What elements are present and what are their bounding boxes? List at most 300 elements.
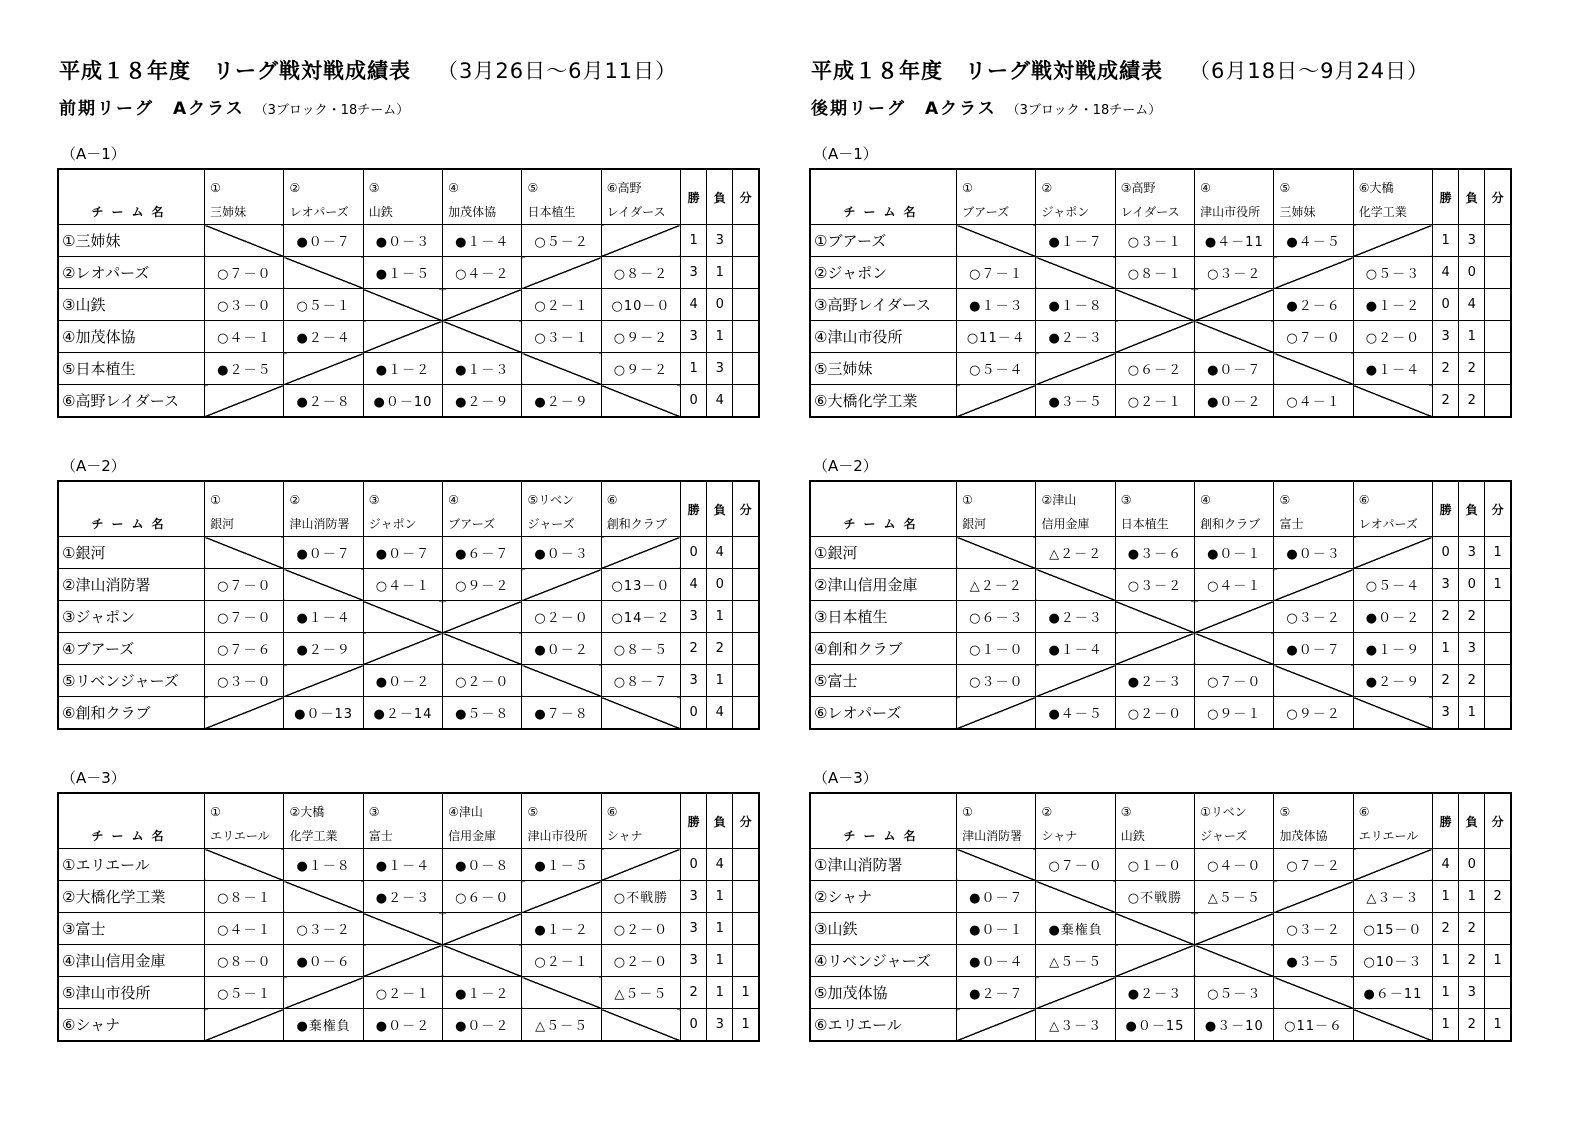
- opponent-header: [363, 169, 442, 225]
- match-result: ●２－３: [1036, 321, 1115, 353]
- date-range: （6月18日〜9月24日）: [1189, 59, 1430, 83]
- self-match-cell: [601, 697, 680, 730]
- league-subtitle: [59, 94, 409, 119]
- opponent-number: ⑤: [1279, 805, 1291, 819]
- match-result: ●０－７: [363, 537, 442, 569]
- match-result: ●２－３: [1115, 977, 1194, 1009]
- opponent-name: 津山市役所: [527, 829, 588, 843]
- wins-count: 0: [681, 697, 707, 730]
- opponent-number: ②: [1041, 805, 1053, 819]
- wins-count: 3: [681, 881, 707, 913]
- match-result: ●０－２: [1195, 385, 1274, 418]
- match-result: ●０－２: [363, 665, 442, 697]
- self-match-cell: [205, 537, 284, 569]
- wins-count: 0: [1433, 537, 1459, 569]
- team-name-header: チーム名: [58, 169, 205, 225]
- wins-count: 2: [1433, 665, 1459, 697]
- draws-count: [1485, 353, 1511, 385]
- team-name: ⑥レオパーズ: [810, 697, 957, 730]
- match-result: ○10－０: [601, 289, 680, 321]
- team-name: ⑥高野レイダース: [58, 385, 205, 418]
- opponent-header: [363, 481, 442, 537]
- match-result: ●１－２: [443, 977, 522, 1009]
- match-result: ○２－１: [522, 289, 601, 321]
- empty-cell: [443, 289, 522, 321]
- opponent-number: ⑥高野: [606, 181, 642, 195]
- opponent-name: 銀河: [962, 517, 987, 531]
- opponent-number: ③: [1120, 805, 1132, 819]
- losses-count: 0: [1459, 569, 1485, 601]
- wins-count: 2: [681, 633, 707, 665]
- match-result: ●４－５: [1274, 225, 1353, 257]
- opponent-header: [522, 481, 601, 537]
- header-row: [58, 481, 759, 537]
- match-result: ○３－１: [522, 321, 601, 353]
- team-name: ①津山消防署: [810, 849, 957, 881]
- block-label: （A－3）: [61, 769, 126, 787]
- wins-count: 1: [681, 225, 707, 257]
- wins-count: 3: [1433, 569, 1459, 601]
- empty-cell: [205, 385, 284, 418]
- team-name: ②ジャポン: [810, 257, 957, 289]
- match-result: ○２－０: [1115, 697, 1194, 730]
- match-result: ○３－２: [1115, 569, 1194, 601]
- match-result: ●１－２: [363, 353, 442, 385]
- match-result: ○５－１: [284, 289, 363, 321]
- empty-cell: [1353, 225, 1432, 257]
- draws-count: [1485, 289, 1511, 321]
- draws-count: [1485, 321, 1511, 353]
- losses-count: 1: [707, 977, 733, 1009]
- empty-cell: [957, 1009, 1036, 1042]
- wins-count: 4: [681, 289, 707, 321]
- match-result: ●１－８: [284, 849, 363, 881]
- draws-count: [733, 913, 759, 945]
- match-result: ○３－０: [205, 289, 284, 321]
- wins-count: 0: [681, 385, 707, 418]
- table-row: [810, 601, 1511, 633]
- table-row: [810, 881, 1511, 913]
- match-result: △５－５: [1036, 945, 1115, 977]
- blocks-note: （3ブロック・18チーム）: [254, 103, 410, 118]
- match-result: ○７－０: [1274, 321, 1353, 353]
- team-name: ④津山市役所: [810, 321, 957, 353]
- draws-count: [733, 945, 759, 977]
- empty-cell: [284, 353, 363, 385]
- match-result: ○13－０: [601, 569, 680, 601]
- opponent-header: [601, 481, 680, 537]
- table-row: [58, 881, 759, 913]
- table-row: [810, 257, 1511, 289]
- opponent-header: [957, 793, 1036, 849]
- block-label: （A－2）: [813, 457, 878, 475]
- header-row: [58, 793, 759, 849]
- wins-count: 1: [681, 353, 707, 385]
- table-row: [58, 913, 759, 945]
- match-result: ●２－３: [1036, 601, 1115, 633]
- match-result: ○５－２: [522, 225, 601, 257]
- team-name: ③山鉄: [58, 289, 205, 321]
- match-result: ●５－８: [443, 697, 522, 730]
- draws-count: 1: [1485, 945, 1511, 977]
- match-result: ○11－４: [957, 321, 1036, 353]
- opponent-header: [522, 793, 601, 849]
- match-result: ●２－９: [443, 385, 522, 418]
- table-row: [58, 569, 759, 601]
- empty-cell: [1274, 569, 1353, 601]
- losses-header: 負: [1459, 169, 1485, 225]
- self-match-cell: [522, 977, 601, 1009]
- opponent-number: ①: [210, 493, 221, 507]
- match-result: ○２－０: [601, 913, 680, 945]
- opponent-name: ジャーズ: [1200, 829, 1248, 843]
- opponent-number: ③: [368, 181, 380, 195]
- self-match-cell: [601, 385, 680, 418]
- block-label: （A－3）: [813, 769, 878, 787]
- losses-count: 1: [707, 881, 733, 913]
- draws-count: [1485, 665, 1511, 697]
- match-result: ○４－１: [1195, 569, 1274, 601]
- match-result: ○３－２: [1274, 913, 1353, 945]
- match-result: ○３－１: [1115, 225, 1194, 257]
- match-result: ●０－４: [957, 945, 1036, 977]
- match-result: ●０－２: [1353, 601, 1432, 633]
- opponent-name: 富士: [368, 829, 393, 843]
- self-match-cell: [601, 1009, 680, 1042]
- opponent-number: ⑥: [1358, 805, 1370, 819]
- self-match-cell: [1195, 633, 1274, 665]
- match-result: ○４－１: [205, 321, 284, 353]
- match-result: ●７－８: [522, 697, 601, 730]
- team-name: ①エリエール: [58, 849, 205, 881]
- match-result: ●棄権負: [284, 1009, 363, 1042]
- standings-table: [57, 792, 760, 1042]
- wins-count: 2: [1433, 601, 1459, 633]
- team-name: ⑥シャナ: [58, 1009, 205, 1042]
- self-match-cell: [205, 849, 284, 881]
- opponent-header: [1274, 793, 1353, 849]
- draws-count: [1485, 849, 1511, 881]
- table-row: [58, 353, 759, 385]
- team-name: ⑤津山市役所: [58, 977, 205, 1009]
- match-result: ●３－５: [1274, 945, 1353, 977]
- empty-cell: [284, 665, 363, 697]
- opponent-number: ①: [962, 493, 973, 507]
- opponent-header: [1036, 793, 1115, 849]
- match-result: ●０－７: [284, 225, 363, 257]
- opponent-number: ⑤: [527, 805, 539, 819]
- draws-count: 2: [1485, 881, 1511, 913]
- team-name: ①三姉妹: [58, 225, 205, 257]
- empty-cell: [1036, 353, 1115, 385]
- match-result: ○７－０: [205, 569, 284, 601]
- losses-count: 2: [1459, 913, 1485, 945]
- losses-count: 1: [707, 945, 733, 977]
- table-row: [810, 633, 1511, 665]
- opponent-header: [1353, 169, 1432, 225]
- opponent-name: レイダース: [1120, 205, 1180, 219]
- draws-count: [733, 321, 759, 353]
- opponent-number: ④: [448, 181, 459, 195]
- wins-count: 3: [681, 665, 707, 697]
- match-result: ○５－３: [1195, 977, 1274, 1009]
- match-result: ●０－15: [1115, 1009, 1194, 1042]
- empty-cell: [1115, 945, 1194, 977]
- match-result: ●６－11: [1353, 977, 1432, 1009]
- match-result: ●０－６: [284, 945, 363, 977]
- self-match-cell: [443, 633, 522, 665]
- draws-header: 分: [1485, 793, 1511, 849]
- team-name: ①銀河: [810, 537, 957, 569]
- table-row: [58, 1009, 759, 1042]
- table-row: [810, 321, 1511, 353]
- opponent-name: 加茂体協: [1279, 829, 1328, 843]
- team-name: ④創和クラブ: [810, 633, 957, 665]
- match-result: ●１－４: [1353, 353, 1432, 385]
- match-result: ○７－０: [205, 601, 284, 633]
- match-result: ●１－４: [363, 849, 442, 881]
- opponent-name: 日本植生: [1120, 517, 1169, 531]
- opponent-number: ④: [1200, 493, 1211, 507]
- losses-count: 2: [1459, 385, 1485, 418]
- match-result: ●２－14: [363, 697, 442, 730]
- match-result: ○７－６: [205, 633, 284, 665]
- opponent-header: [1195, 169, 1274, 225]
- opponent-header: [957, 169, 1036, 225]
- opponent-header: [443, 481, 522, 537]
- draws-count: 1: [733, 977, 759, 1009]
- opponent-number: ⑤: [527, 181, 539, 195]
- match-result: ●２－７: [957, 977, 1036, 1009]
- draws-header: 分: [733, 481, 759, 537]
- match-result: ○２－１: [1115, 385, 1194, 418]
- opponent-header: [205, 481, 284, 537]
- self-match-cell: [363, 913, 442, 945]
- match-result: ●１－３: [443, 353, 522, 385]
- match-result: ●２－６: [1274, 289, 1353, 321]
- table-row: [58, 385, 759, 418]
- opponent-header: [1353, 481, 1432, 537]
- match-result: ●棄権負: [1036, 913, 1115, 945]
- opponent-name: 創和クラブ: [1200, 517, 1261, 531]
- match-result: ○３－０: [205, 665, 284, 697]
- table-row: [58, 225, 759, 257]
- opponent-number: ⑥: [1358, 493, 1370, 507]
- opponent-number: ④: [1200, 181, 1211, 195]
- draws-count: [733, 881, 759, 913]
- match-result: ○５－１: [205, 977, 284, 1009]
- match-result: ○５－４: [1353, 569, 1432, 601]
- team-name: ③山鉄: [810, 913, 957, 945]
- header-row: [810, 793, 1511, 849]
- match-result: ●２－９: [522, 385, 601, 418]
- opponent-header: [1115, 793, 1194, 849]
- draws-count: [733, 665, 759, 697]
- draws-count: 1: [1485, 569, 1511, 601]
- match-result: ○７－０: [1036, 849, 1115, 881]
- team-name: ⑥大橋化学工業: [810, 385, 957, 418]
- empty-cell: [443, 913, 522, 945]
- match-result: ●１－２: [1353, 289, 1432, 321]
- wins-count: 0: [681, 849, 707, 881]
- losses-count: 0: [1459, 257, 1485, 289]
- opponent-header: [205, 793, 284, 849]
- match-result: ○不戦勝: [1115, 881, 1194, 913]
- team-name: ①銀河: [58, 537, 205, 569]
- team-name: ①ブアーズ: [810, 225, 957, 257]
- opponent-name: シャナ: [1041, 829, 1078, 843]
- draws-count: [733, 537, 759, 569]
- opponent-number: ⑥: [606, 805, 618, 819]
- losses-count: 3: [707, 225, 733, 257]
- opponent-number: ③高野: [1120, 181, 1156, 195]
- opponent-number: ①: [962, 805, 973, 819]
- team-name: ②レオパーズ: [58, 257, 205, 289]
- self-match-cell: [957, 225, 1036, 257]
- match-result: ○７－１: [957, 257, 1036, 289]
- team-name: ⑥エリエール: [810, 1009, 957, 1042]
- opponent-number: ②津山: [1041, 493, 1077, 507]
- opponent-name: ジャポン: [368, 517, 417, 531]
- opponent-name: 山鉄: [368, 205, 393, 219]
- page-title: [59, 55, 677, 85]
- match-result: ●１－５: [522, 849, 601, 881]
- self-match-cell: [1195, 321, 1274, 353]
- opponent-name: 三姉妹: [210, 205, 247, 219]
- opponent-name: 加茂体協: [448, 205, 497, 219]
- empty-cell: [1036, 977, 1115, 1009]
- match-result: ○２－０: [601, 945, 680, 977]
- losses-count: 4: [707, 385, 733, 418]
- match-result: ○３－０: [957, 665, 1036, 697]
- opponent-name: 津山消防署: [289, 517, 350, 531]
- empty-cell: [363, 633, 442, 665]
- self-match-cell: [1115, 601, 1194, 633]
- match-result: ○８－０: [205, 945, 284, 977]
- wins-count: 3: [1433, 697, 1459, 730]
- losses-count: 3: [707, 1009, 733, 1042]
- losses-count: 0: [1459, 849, 1485, 881]
- match-result: ●０－２: [522, 633, 601, 665]
- draws-count: [733, 225, 759, 257]
- team-name-header: チーム名: [58, 481, 205, 537]
- opponent-name: 信用金庫: [448, 829, 497, 843]
- match-result: ●１－９: [1353, 633, 1432, 665]
- match-result: ○６－３: [957, 601, 1036, 633]
- match-result: ○１－０: [957, 633, 1036, 665]
- opponent-name: ブアーズ: [962, 205, 1010, 219]
- match-result: ●０－８: [443, 849, 522, 881]
- table-row: [58, 977, 759, 1009]
- losses-count: 4: [707, 697, 733, 730]
- table-row: [810, 945, 1511, 977]
- opponent-header: [1274, 481, 1353, 537]
- match-result: ●１－５: [363, 257, 442, 289]
- table-row: [58, 633, 759, 665]
- header-row: [810, 481, 1511, 537]
- match-result: ●１－４: [284, 601, 363, 633]
- block-label: （A－2）: [61, 457, 126, 475]
- team-name: ⑤加茂体協: [810, 977, 957, 1009]
- losses-header: 負: [707, 481, 733, 537]
- match-result: ○５－３: [1353, 257, 1432, 289]
- empty-cell: [1195, 289, 1274, 321]
- page-title: [811, 55, 1429, 85]
- draws-header: 分: [1485, 481, 1511, 537]
- match-result: △２－２: [1036, 537, 1115, 569]
- empty-cell: [601, 849, 680, 881]
- match-result: ○10－３: [1353, 945, 1432, 977]
- opponent-header: [284, 169, 363, 225]
- match-result: ●３－10: [1195, 1009, 1274, 1042]
- losses-count: 1: [707, 665, 733, 697]
- empty-cell: [1353, 849, 1432, 881]
- table-row: [810, 1009, 1511, 1042]
- opponent-name: レオパーズ: [289, 205, 349, 219]
- match-result: ○６－０: [443, 881, 522, 913]
- match-result: ○５－４: [957, 353, 1036, 385]
- match-result: ○４－０: [1195, 849, 1274, 881]
- match-result: ●０－７: [957, 881, 1036, 913]
- opponent-number: ⑥大橋: [1358, 181, 1394, 195]
- standings-table: [57, 480, 760, 730]
- match-result: ●２－４: [284, 321, 363, 353]
- opponent-number: ③: [368, 805, 380, 819]
- wins-count: 0: [681, 1009, 707, 1042]
- wins-header: 勝: [681, 169, 707, 225]
- opponent-header: [601, 793, 680, 849]
- losses-count: 0: [707, 289, 733, 321]
- table-row: [810, 665, 1511, 697]
- empty-cell: [1195, 913, 1274, 945]
- blocks-note: （3ブロック・18チーム）: [1006, 103, 1162, 118]
- losses-count: 4: [707, 537, 733, 569]
- self-match-cell: [1353, 1009, 1432, 1042]
- team-name: ⑤リベンジャーズ: [58, 665, 205, 697]
- match-result: ○４－１: [205, 913, 284, 945]
- opponent-name: 化学工業: [289, 829, 338, 843]
- opponent-header: [1036, 169, 1115, 225]
- opponent-header: [284, 481, 363, 537]
- match-result: ●３－５: [1036, 385, 1115, 418]
- draws-count: 1: [1485, 1009, 1511, 1042]
- opponent-header: [1353, 793, 1432, 849]
- header-row: [810, 169, 1511, 225]
- draws-count: [733, 385, 759, 418]
- losses-count: 1: [707, 257, 733, 289]
- draws-count: [733, 257, 759, 289]
- team-name: ③高野レイダース: [810, 289, 957, 321]
- opponent-number: ①: [210, 181, 221, 195]
- empty-cell: [205, 697, 284, 730]
- draws-count: 1: [733, 1009, 759, 1042]
- losses-count: 2: [1459, 353, 1485, 385]
- empty-cell: [284, 977, 363, 1009]
- match-result: ●０－１: [1195, 537, 1274, 569]
- match-result: ○６－２: [1115, 353, 1194, 385]
- match-result: ●０－２: [363, 1009, 442, 1042]
- team-name: ⑤日本植生: [58, 353, 205, 385]
- empty-cell: [522, 881, 601, 913]
- losses-count: 2: [1459, 665, 1485, 697]
- draws-count: [1485, 385, 1511, 418]
- wins-count: 1: [1433, 881, 1459, 913]
- losses-count: 4: [707, 849, 733, 881]
- table-row: [58, 697, 759, 730]
- wins-count: 0: [1433, 289, 1459, 321]
- empty-cell: [363, 945, 442, 977]
- losses-count: 2: [707, 633, 733, 665]
